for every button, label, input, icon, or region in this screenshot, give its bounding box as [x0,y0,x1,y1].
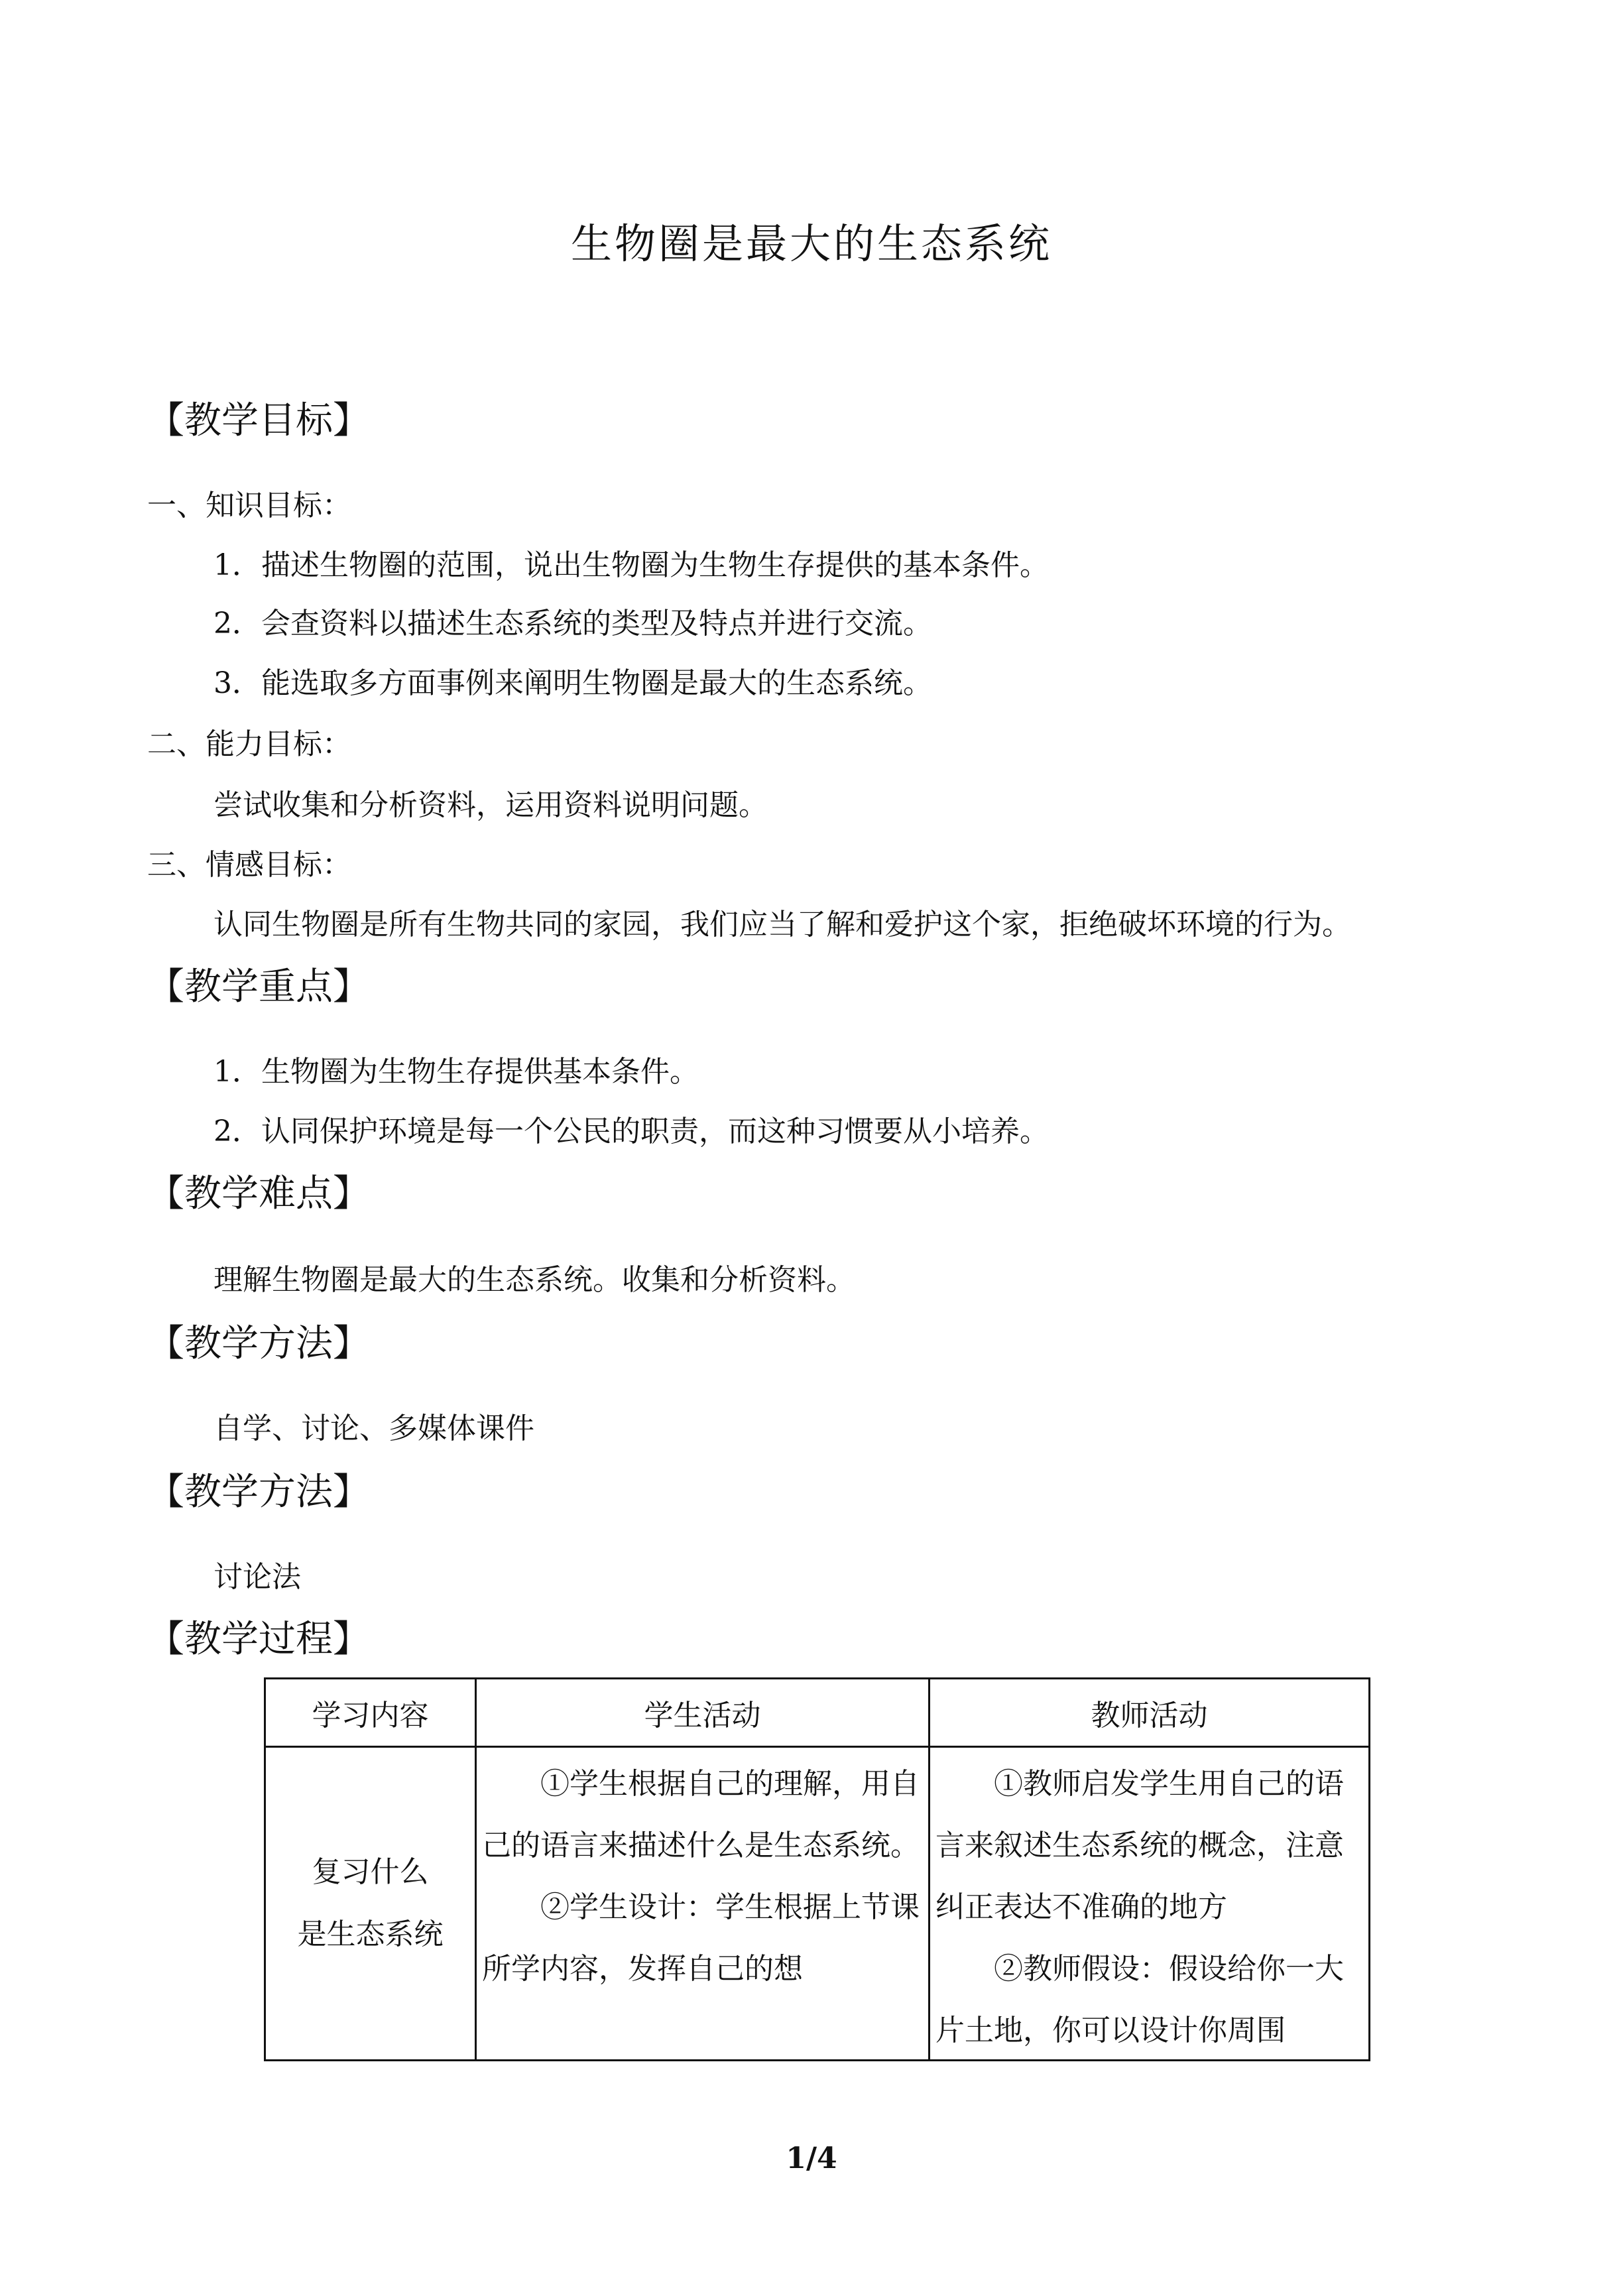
learning-content-line-2: 是生态系统 [297,1917,444,1951]
ability-goal-1: 尝试收集和分析资料，运用资料说明问题。 [213,788,768,822]
section-heading-process: 【教学过程】 [147,1618,370,1661]
knowledge-goal-2: 2．会查资料以描述生态系统的类型及特点并进行交流。 [213,607,932,640]
table-header-row [265,1679,1370,1747]
section-heading-methods: 【教学方法】 [147,1322,370,1365]
emotion-goal-1: 认同生物圈是所有生物共同的家园，我们应当了解和爱护这个家，拒绝破坏环境的行为。 [213,908,1351,941]
learning-content-cell [265,1747,476,2061]
table-row [265,1747,1370,2061]
emotion-goals-heading: 三、情感目标： [147,848,351,882]
difficulty-1: 理解生物圈是最大的生态系统。收集和分析资料。 [213,1263,855,1297]
header-teacher-activity: 教师活动 [930,1679,1370,1747]
section-heading-key-points: 【教学重点】 [147,965,370,1008]
student-activity-1: ①学生根据自己的理解，用自己的语言来描述什么是生态系统。 [482,1767,920,1862]
methods-text-2: 讨论法 [213,1560,301,1594]
ability-goals-heading: 二、能力目标： [147,727,351,761]
knowledge-goal-1: 1．描述生物圈的范围，说出生物圈为生物生存提供的基本条件。 [213,548,1049,582]
teacher-activity-2: ②教师假设：假设给你一大片土地，你可以设计你周围 [935,1952,1344,2047]
section-heading-goals: 【教学目标】 [147,399,370,442]
learning-content-line-1: 复习什么 [312,1855,429,1889]
knowledge-goal-3: 3．能选取多方面事例来阐明生物圈是最大的生态系统。 [213,666,932,700]
student-activity-cell [476,1747,930,2061]
student-activity-2: ②学生设计：学生根据上节课所学内容，发挥自己的想 [482,1890,920,1986]
header-student-activity: 学生活动 [476,1679,930,1747]
teaching-process-table [264,1677,1370,2061]
document-title: 生物圈是最大的生态系统 [570,219,1052,268]
page-number: 1/4 [786,2142,837,2175]
methods-text: 自学、讨论、多媒体课件 [213,1412,534,1445]
knowledge-goals-heading: 一、知识目标： [147,489,351,522]
key-point-1: 1．生物圈为生物生存提供基本条件。 [213,1055,699,1089]
key-point-2: 2．认同保护环境是每一个公民的职责，而这种习惯要从小培养。 [213,1115,1049,1148]
teacher-activity-cell [930,1747,1370,2061]
teacher-activity-1: ①教师启发学生用自己的语言来叙述生态系统的概念，注意纠正表达不准确的地方 [935,1767,1344,1924]
section-heading-difficulties: 【教学难点】 [147,1172,370,1215]
header-learning-content: 学习内容 [265,1679,476,1747]
section-heading-methods-2: 【教学方法】 [147,1471,370,1514]
